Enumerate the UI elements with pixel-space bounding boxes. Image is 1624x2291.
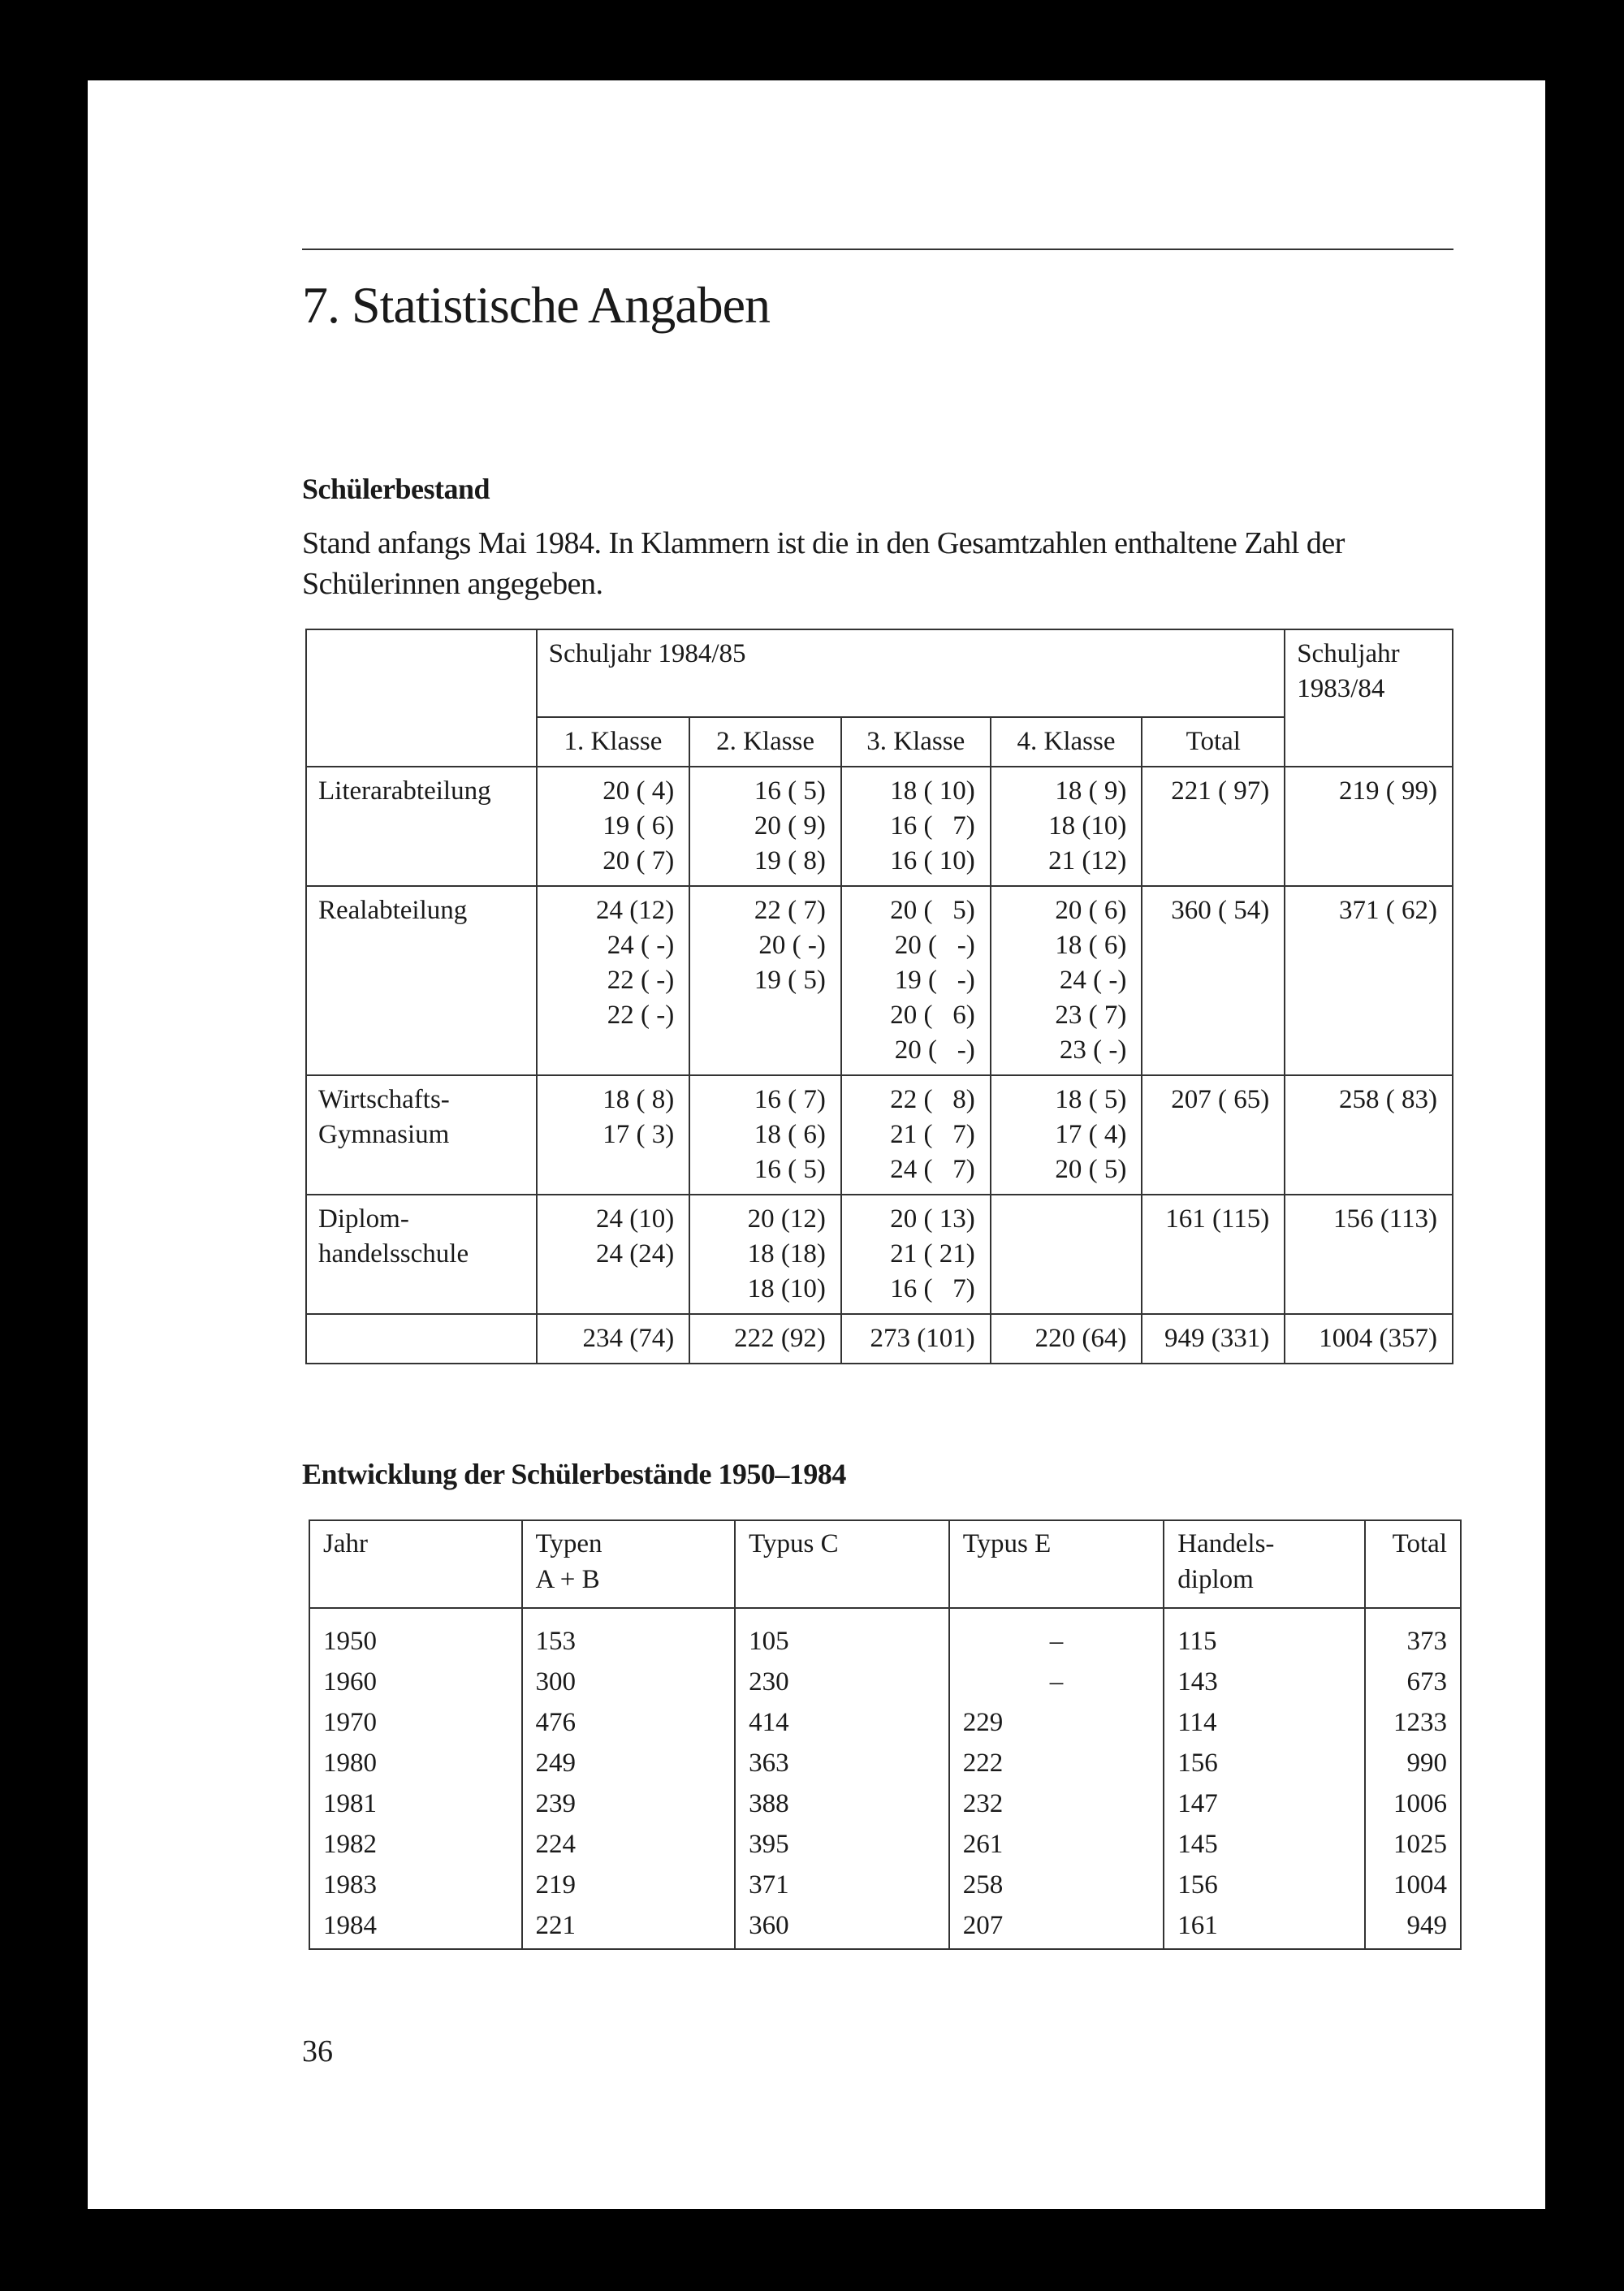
cell-value: 219 ( 99) (1339, 776, 1437, 806)
cell-value: 22 ( -) (607, 1001, 675, 1030)
data-cell: 156 (1164, 1745, 1365, 1786)
data-cell: 673 (1365, 1664, 1461, 1705)
cell-value: 20 ( 4) (603, 776, 675, 806)
table-row (306, 767, 1453, 886)
cell-value: 23 ( 7) (1055, 1001, 1127, 1030)
cell-value: 16 ( 7) (890, 811, 975, 841)
data-cell: 232 (949, 1786, 1164, 1826)
data-cell (991, 886, 1142, 1075)
column-header: Total (1142, 717, 1285, 767)
data-cell (1285, 1314, 1453, 1364)
data-cell: 476 (522, 1705, 736, 1745)
data-cell: 230 (735, 1664, 949, 1705)
data-cell: 1006 (1365, 1786, 1461, 1826)
cell-value: 156 (113) (1332, 1204, 1437, 1234)
cell-value: 20 ( 13) (890, 1204, 975, 1234)
data-cell: 990 (1365, 1745, 1461, 1786)
cell-value: 1004 (357) (1319, 1324, 1437, 1353)
cell-value: 21 ( 21) (890, 1239, 975, 1269)
cell-value: 24 ( -) (1059, 966, 1127, 995)
row-label: Realabteilung (306, 886, 537, 1075)
page-title: 7. Statistische Angaben (302, 276, 771, 334)
data-cell: 153 (522, 1608, 736, 1664)
data-cell: 395 (735, 1826, 949, 1867)
column-header: Total (1365, 1520, 1461, 1608)
data-cell (1142, 1075, 1285, 1195)
data-cell: 371 (735, 1867, 949, 1908)
data-cell: – (949, 1664, 1164, 1705)
cell-value: 16 ( 7) (754, 1085, 826, 1114)
data-cell (537, 886, 690, 1075)
cell-value: 20 (12) (747, 1204, 826, 1234)
data-cell: 115 (1164, 1608, 1365, 1664)
cell-value: 22 ( 8) (890, 1085, 975, 1114)
column-header: 2. Klasse (689, 717, 841, 767)
data-cell (841, 767, 991, 886)
enrollment-table (305, 629, 1453, 1364)
data-cell: 363 (735, 1745, 949, 1786)
data-cell: 388 (735, 1786, 949, 1826)
data-cell (991, 767, 1142, 886)
cell-value: 24 ( -) (607, 931, 675, 960)
cell-value: 20 ( 6) (1055, 896, 1127, 925)
data-cell: 207 (949, 1908, 1164, 1949)
data-cell: 114 (1164, 1705, 1365, 1745)
data-cell: 147 (1164, 1786, 1365, 1826)
data-cell: 249 (522, 1745, 736, 1786)
data-cell: 300 (522, 1664, 736, 1705)
column-header: Typus C (735, 1520, 949, 1608)
data-cell: 219 (522, 1867, 736, 1908)
data-cell: – (949, 1608, 1164, 1664)
cell-value: 21 (12) (1048, 846, 1127, 875)
column-header: 4. Klasse (991, 717, 1142, 767)
cell-value: 16 ( 10) (890, 846, 975, 875)
data-cell: 360 (735, 1908, 949, 1949)
cell-value: 222 (92) (734, 1324, 826, 1353)
table-row (306, 886, 1453, 1075)
cell-value: 19 ( 6) (603, 811, 675, 841)
cell-value: 24 (12) (596, 896, 675, 925)
corner-cell (306, 629, 537, 767)
table-row (309, 1786, 1461, 1826)
cell-value: 22 ( -) (607, 966, 675, 995)
data-cell (841, 1314, 991, 1364)
cell-value: 18 ( 6) (1055, 931, 1127, 960)
data-cell: 156 (1164, 1867, 1365, 1908)
cell-value: 16 ( 5) (754, 1155, 826, 1184)
section-heading-schuelerbestand: Schülerbestand (302, 473, 490, 505)
data-cell (1142, 767, 1285, 886)
cell-value: 207 ( 65) (1171, 1085, 1270, 1114)
cell-value: 371 ( 62) (1339, 896, 1437, 925)
row-label (306, 1314, 537, 1364)
data-cell (1142, 1314, 1285, 1364)
cell-value: 17 ( 4) (1055, 1120, 1127, 1149)
data-cell (1285, 1195, 1453, 1314)
data-cell: 1025 (1365, 1826, 1461, 1867)
data-cell: 261 (949, 1826, 1164, 1867)
data-cell (537, 1075, 690, 1195)
cell-value: 20 ( 9) (754, 811, 826, 841)
cell-value: 18 ( 8) (603, 1085, 675, 1114)
data-cell (537, 1195, 690, 1314)
row-label: Wirtschafts- Gymnasium (306, 1075, 537, 1195)
cell-value: 18 (10) (1048, 811, 1127, 841)
cell-value: 22 ( 7) (754, 896, 826, 925)
data-cell: 239 (522, 1786, 736, 1826)
row-label: Literarabteilung (306, 767, 537, 886)
data-cell (841, 1195, 991, 1314)
data-cell: 1981 (309, 1786, 522, 1826)
group-header: Schuljahr 1984/85 (537, 629, 1285, 717)
cell-value: 19 ( 5) (754, 966, 826, 995)
data-cell: 1982 (309, 1826, 522, 1867)
page (88, 80, 1545, 2209)
cell-value: 234 (74) (582, 1324, 675, 1353)
data-cell (1285, 886, 1453, 1075)
data-cell (537, 767, 690, 886)
data-cell (1142, 886, 1285, 1075)
cell-value: 161 (115) (1165, 1204, 1270, 1234)
data-cell: 1984 (309, 1908, 522, 1949)
cell-value: 220 (64) (1034, 1324, 1127, 1353)
data-cell (689, 767, 841, 886)
cell-value: 20 ( 6) (890, 1001, 975, 1030)
table-row (306, 1314, 1453, 1364)
data-cell: 222 (949, 1745, 1164, 1786)
data-cell: 949 (1365, 1908, 1461, 1949)
cell-value: 24 (10) (596, 1204, 675, 1234)
column-header: Handels- diplom (1164, 1520, 1365, 1608)
cell-value: 20 ( 7) (603, 846, 675, 875)
column-header: Jahr (309, 1520, 522, 1608)
data-cell (1142, 1195, 1285, 1314)
table-row (306, 1075, 1453, 1195)
intro-paragraph: Stand anfangs Mai 1984. In Klammern ist die in den Gesamtzahlen enthaltene Zahl der Schülerinnen angegeben. (302, 526, 1345, 601)
prev-year-header: Schuljahr 1983/84 (1285, 629, 1453, 767)
cell-value: 18 (18) (747, 1239, 826, 1269)
data-cell: 1004 (1365, 1867, 1461, 1908)
data-cell: 145 (1164, 1826, 1365, 1867)
data-cell (991, 1195, 1142, 1314)
table-row (309, 1908, 1461, 1949)
data-cell: 161 (1164, 1908, 1365, 1949)
column-header: 1. Klasse (537, 717, 690, 767)
data-cell (841, 1075, 991, 1195)
table-row (309, 1664, 1461, 1705)
cell-value: 18 (10) (747, 1274, 826, 1303)
data-cell (1285, 767, 1453, 886)
cell-value: 221 ( 97) (1171, 776, 1270, 806)
data-cell (689, 1075, 841, 1195)
cell-value: 949 (331) (1164, 1324, 1270, 1353)
data-cell (689, 1314, 841, 1364)
column-header: 3. Klasse (841, 717, 991, 767)
cell-value: 17 ( 3) (603, 1120, 675, 1149)
table-row (309, 1745, 1461, 1786)
cell-value: 20 ( -) (758, 931, 826, 960)
development-table (309, 1519, 1462, 1950)
cell-value: 20 ( -) (894, 931, 975, 960)
data-cell: 1950 (309, 1608, 522, 1664)
table-row (309, 1867, 1461, 1908)
top-rule (302, 249, 1453, 250)
data-cell (841, 886, 991, 1075)
cell-value: 24 ( 7) (890, 1155, 975, 1184)
data-cell (1285, 1075, 1453, 1195)
data-cell: 373 (1365, 1608, 1461, 1664)
cell-value: 21 ( 7) (890, 1120, 975, 1149)
section-heading-entwicklung: Entwicklung der Schülerbestände 1950–1984 (302, 1458, 846, 1490)
cell-value: 18 ( 9) (1055, 776, 1127, 806)
data-cell: 221 (522, 1908, 736, 1949)
cell-value: 23 ( -) (1059, 1035, 1127, 1065)
cell-value: 24 (24) (596, 1239, 675, 1269)
table-row (309, 1826, 1461, 1867)
cell-value: 20 ( -) (894, 1035, 975, 1065)
data-cell: 1233 (1365, 1705, 1461, 1745)
data-cell (689, 886, 841, 1075)
page-number: 36 (302, 2034, 333, 2068)
data-cell: 1970 (309, 1705, 522, 1745)
data-cell (991, 1075, 1142, 1195)
cell-value: 16 ( 7) (890, 1274, 975, 1303)
data-cell: 414 (735, 1705, 949, 1745)
data-cell (537, 1314, 690, 1364)
table-row (306, 1195, 1453, 1314)
cell-value: 360 ( 54) (1171, 896, 1270, 925)
cell-value: 19 ( -) (894, 966, 975, 995)
data-cell: 143 (1164, 1664, 1365, 1705)
cell-value: 18 ( 5) (1055, 1085, 1127, 1114)
data-cell: 229 (949, 1705, 1164, 1745)
table-row (309, 1705, 1461, 1745)
data-cell (991, 1314, 1142, 1364)
column-header: Typen A + B (522, 1520, 736, 1608)
row-label: Diplom- handelsschule (306, 1195, 537, 1314)
cell-value: 20 ( 5) (890, 896, 975, 925)
data-cell: 105 (735, 1608, 949, 1664)
data-cell: 258 (949, 1867, 1164, 1908)
cell-value: 19 ( 8) (754, 846, 826, 875)
data-cell: 224 (522, 1826, 736, 1867)
data-cell: 1980 (309, 1745, 522, 1786)
data-cell: 1960 (309, 1664, 522, 1705)
cell-value: 273 (101) (870, 1324, 975, 1353)
table-row (309, 1608, 1461, 1664)
data-cell: 1983 (309, 1867, 522, 1908)
column-header: Typus E (949, 1520, 1164, 1608)
cell-value: 18 ( 10) (890, 776, 975, 806)
cell-value: 18 ( 6) (754, 1120, 826, 1149)
cell-value: 16 ( 5) (754, 776, 826, 806)
cell-value: 20 ( 5) (1055, 1155, 1127, 1184)
cell-value: 258 ( 83) (1339, 1085, 1437, 1114)
data-cell (689, 1195, 841, 1314)
